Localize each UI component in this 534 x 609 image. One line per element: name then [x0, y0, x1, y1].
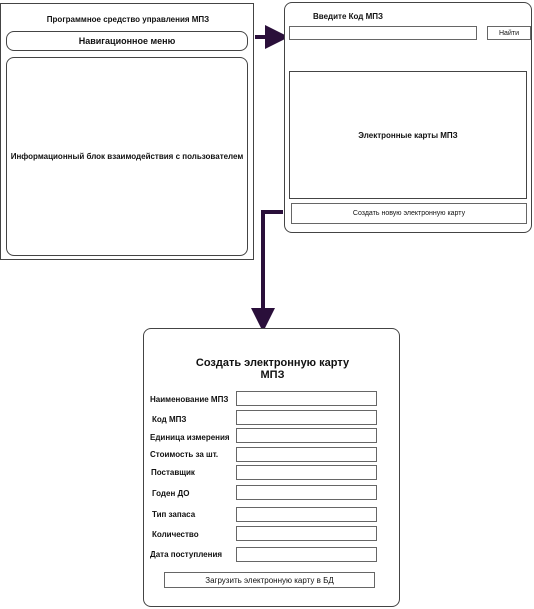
info-block [6, 57, 248, 256]
input-expiry[interactable] [236, 485, 377, 500]
input-name[interactable] [236, 391, 377, 406]
navigation-menu[interactable] [6, 31, 248, 51]
search-panel [284, 2, 532, 233]
input-arrival-date[interactable] [236, 547, 377, 562]
label-supplier: Поставщик [151, 468, 195, 477]
form-title [144, 355, 401, 383]
search-title: Введите Код МПЗ [313, 12, 384, 21]
search-input[interactable] [289, 26, 477, 40]
main-window-panel [0, 3, 254, 260]
label-expiry: Годен ДО [152, 489, 190, 498]
upload-card-button[interactable]: Загрузить электронную карту в БД [164, 572, 375, 588]
label-code: Код МПЗ [152, 415, 187, 424]
form-title-line1: Создать электронную карту [195, 357, 350, 369]
input-price[interactable] [236, 447, 377, 462]
input-quantity[interactable] [236, 526, 377, 541]
search-button[interactable]: Найти [487, 26, 531, 40]
input-code[interactable] [236, 410, 377, 425]
input-supplier[interactable] [236, 465, 377, 480]
label-name: Наименование МПЗ [150, 395, 229, 404]
create-card-button[interactable]: Создать новую электронную карту [291, 203, 527, 224]
label-quantity: Количество [152, 530, 199, 539]
info-block-label: Информационный блок взаимодействия с пользователем [10, 152, 244, 161]
create-card-form [143, 328, 400, 607]
app-title: Программное средство управления МПЗ [46, 14, 210, 24]
label-stock-type: Тип запаса [152, 510, 196, 519]
cards-area [289, 71, 527, 199]
navigation-menu-label: Навигационное меню [78, 36, 176, 46]
label-unit: Единица измерения [150, 433, 230, 442]
label-arrival-date: Дата поступления [150, 550, 223, 559]
cards-area-label: Электронные карты МПЗ [358, 130, 458, 140]
input-stock-type[interactable] [236, 507, 377, 522]
arrow-to-create-form [263, 212, 283, 320]
input-unit[interactable] [236, 428, 377, 443]
form-title-line2: МПЗ [260, 369, 285, 381]
label-price: Стоимость за шт. [150, 450, 219, 459]
